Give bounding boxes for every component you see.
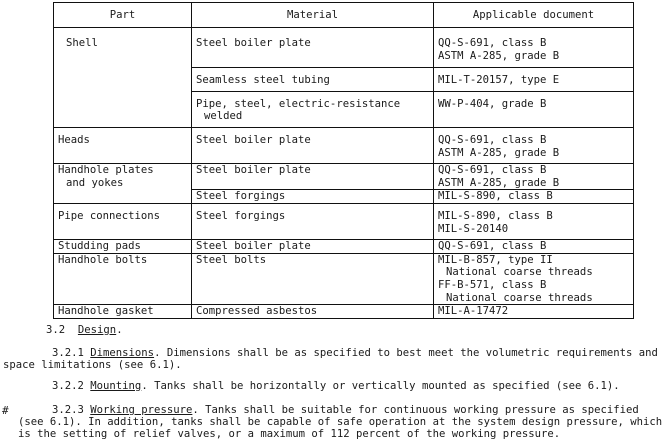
material-cell: Steel boiler plate xyxy=(192,240,434,254)
document-cell: MIL-B-857, type II National coarse threads FF-B-571, class B National coarse threads xyxy=(434,253,634,304)
table-row xyxy=(54,28,634,68)
material-cell: Steel bolts xyxy=(192,253,434,304)
material-cell: Compressed asbestos xyxy=(192,305,434,319)
table-row xyxy=(54,164,634,190)
table-row xyxy=(54,305,634,319)
section-3-2-1-line1: 3.2.1 Dimensions. Dimensions shall be as specified to best meet the volumetric requirements and xyxy=(52,347,658,359)
material-cell: Steel boiler plate xyxy=(192,127,434,163)
part-cell: Studding pads xyxy=(54,240,192,254)
section-3-2: 3.2 Design. xyxy=(46,324,123,336)
document-cell: QQ-S-691, class B ASTM A-285, grade B xyxy=(434,28,634,68)
material-cell: Steel forgings xyxy=(192,190,434,204)
section-3-2-1-title: Dimensions xyxy=(90,347,155,359)
document-cell: QQ-S-691, class B xyxy=(434,240,634,254)
section-3-2-2: 3.2.2 Mounting. Tanks shall be horizontally or vertically mounted as specified (see 6.1). xyxy=(52,380,620,392)
section-3-2-1-line2: space limitations (see 6.1). xyxy=(3,359,182,371)
document-cell: MIL-S-890, class B xyxy=(434,190,634,204)
material-cell: Seamless steel tubing xyxy=(192,68,434,92)
header-part: Part xyxy=(54,3,192,28)
part-cell: Heads xyxy=(54,127,192,163)
section-3-2-3-line3: is the setting of relief valves, or a maximum of 112 percent of the working pressure. xyxy=(18,428,561,440)
document-cell: WW-P-404, grade B xyxy=(434,91,634,127)
header-material: Material xyxy=(192,3,434,28)
header-applicable-document: Applicable document xyxy=(434,3,634,28)
table-row xyxy=(54,253,634,304)
material-cell: Steel forgings xyxy=(192,203,434,239)
table-header-row xyxy=(54,3,634,28)
part-cell: Pipe connections xyxy=(54,203,192,239)
materials-table xyxy=(53,2,634,319)
revision-mark: # xyxy=(2,404,9,417)
part-cell: Handhole bolts xyxy=(54,253,192,304)
section-3-2-3-line1: 3.2.3 Working pressure. Tanks shall be suitable for continuous working pressure as specified xyxy=(52,404,639,416)
document-cell: MIL-T-20157, type E xyxy=(434,68,634,92)
section-3-2-3-line2: (see 6.1). In addition, tanks shall be capable of safe operation at the system design pressure, which xyxy=(18,416,663,428)
section-3-2-title: Design xyxy=(77,324,117,336)
table-row xyxy=(54,240,634,254)
document-cell: MIL-S-890, class B MIL-S-20140 xyxy=(434,203,634,239)
material-cell: Steel boiler plate xyxy=(192,164,434,190)
section-3-2-3-title: Working pressure xyxy=(90,404,193,416)
material-cell: Steel boiler plate xyxy=(192,28,434,68)
table-row xyxy=(54,127,634,163)
document-cell: QQ-S-691, class B ASTM A-285, grade B xyxy=(434,164,634,190)
part-cell: Handhole gasket xyxy=(54,305,192,319)
material-cell: Pipe, steel, electric-resistance welded xyxy=(192,91,434,127)
document-cell: QQ-S-691, class B ASTM A-285, grade B xyxy=(434,127,634,163)
part-cell: Shell xyxy=(54,28,192,128)
table-row xyxy=(54,203,634,239)
document-cell: MIL-A-17472 xyxy=(434,305,634,319)
section-3-2-2-title: Mounting xyxy=(90,380,142,392)
part-cell: Handhole plates and yokes xyxy=(54,164,192,204)
